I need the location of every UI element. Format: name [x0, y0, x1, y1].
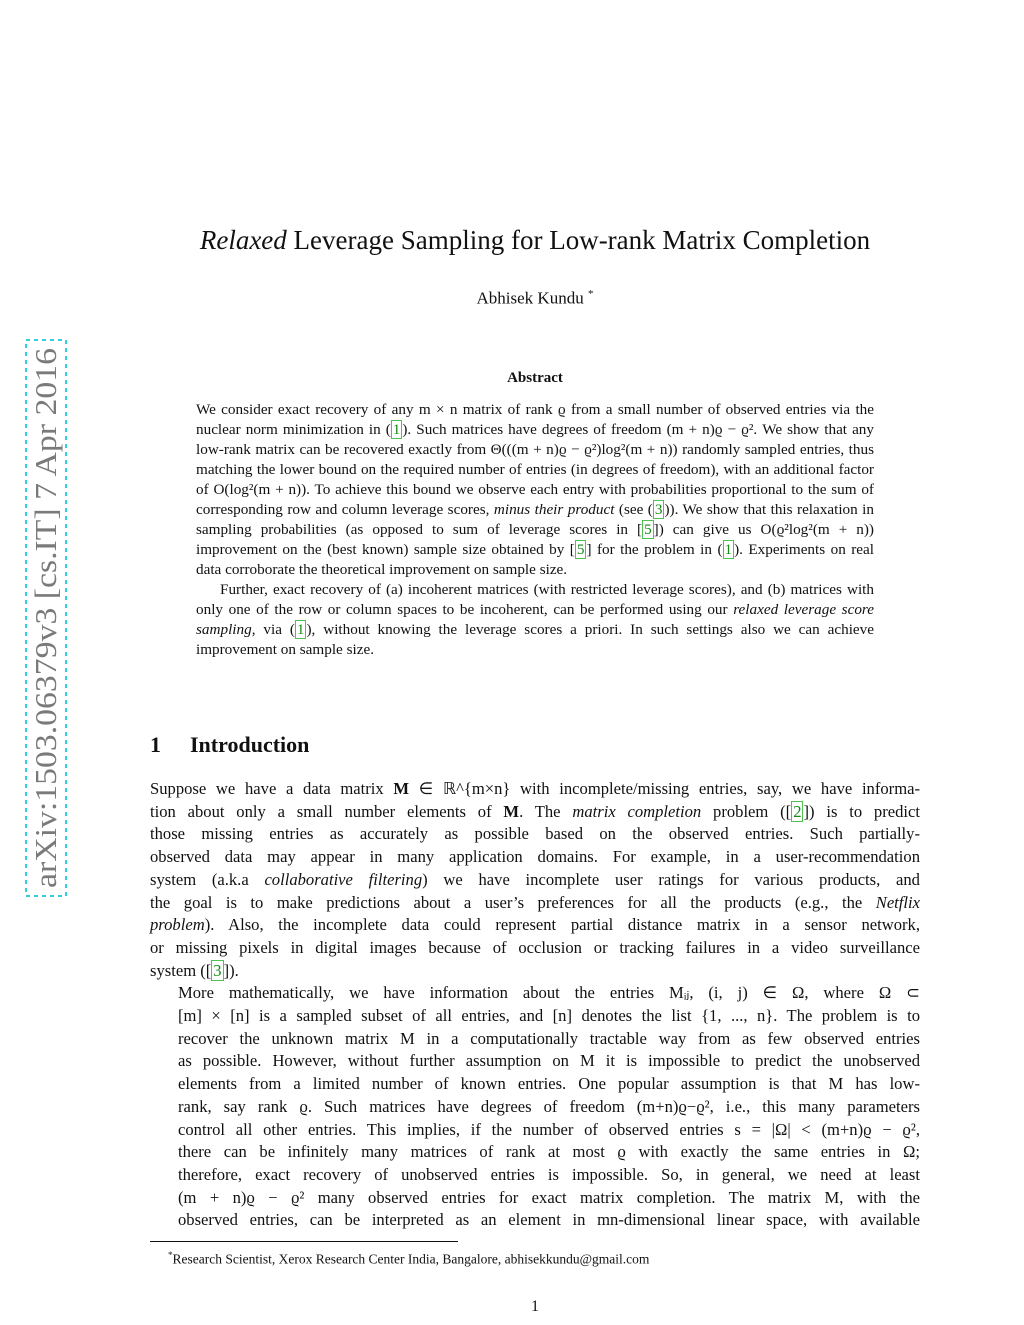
text-line: elements from a limited number of known entries. One popular assumption is that M has low-: [178, 1074, 920, 1094]
author-line: [0, 282, 1024, 311]
section-title: Introduction: [190, 732, 310, 757]
intro-paragraph-2: [150, 982, 920, 1232]
arxiv-side-stamp: [24, 338, 68, 898]
text-line: [150, 914, 920, 937]
abstract-text: ). Experiments on real data corroborate the theoretical improvement on sample size.: [196, 541, 874, 578]
abstract-paragraph-2: [196, 580, 874, 660]
abstract-text: ), without knowing the leverage scores a priori. In such settings also we can achieve improvement on sample size.: [196, 621, 874, 658]
abstract-text: , via (: [251, 621, 295, 638]
citation-link[interactable]: 5: [576, 541, 585, 558]
text-line: [150, 801, 920, 824]
emphasis: problem: [150, 915, 205, 935]
author-footnote-mark: *: [587, 288, 594, 300]
abstract-emphasis: relaxed leverage score sampling: [196, 601, 875, 638]
text-run: tion about only a small number elements of: [150, 801, 504, 821]
text-line: [m] × [n] is a sampled subset of all entries, and [n] denotes the list {1, ..., n}. The problem is to: [178, 1006, 920, 1026]
abstract-emphasis: minus their product: [493, 501, 615, 518]
abstract-paragraph-1: [196, 400, 874, 580]
citation-link[interactable]: 3: [213, 960, 222, 980]
text-run: Suppose we have a data matrix: [150, 779, 394, 798]
footnote: [168, 1246, 649, 1269]
text-line: (m + n)ϱ − ϱ² many observed entries for exact matrix completion. The matrix M, with the: [178, 1187, 920, 1207]
text-line: [150, 823, 920, 846]
footnote-text: Research Scientist, Xerox Research Center India, Bangalore, abhisekkundu@gmail.com: [172, 1251, 650, 1267]
abstract-text: )). We show that this relaxation in sampling probabilities (as opposed to sum of leverage scores in [: [196, 501, 874, 538]
footnote-rule: [150, 1241, 458, 1242]
citation-link[interactable]: 5: [644, 521, 652, 538]
text-line: [150, 778, 920, 801]
matrix-symbol: M: [393, 779, 410, 798]
abstract-body: [196, 400, 874, 660]
emphasis: collaborative filtering: [264, 869, 423, 889]
emphasis: Netflix: [875, 892, 920, 912]
text-line: [150, 892, 920, 915]
text-run: or missing pixels in digital images because of occlusion or tracking failures in a video surveillance: [150, 937, 920, 957]
abstract-text: (see (: [614, 501, 653, 518]
abstract-text: Further, exact recovery of (a) incoherent matrices (with restricted leverage scores), and (b) matrices with only one of the row or column spaces to be incoherent, can be performed using our: [196, 581, 874, 618]
text-run: ]) is to predict: [803, 801, 920, 821]
abstract-text: We consider exact recovery of any m × n matrix of rank ϱ from a small number of observed entries via the nuclear norm minimization in (: [196, 401, 874, 438]
text-run: . The: [519, 801, 573, 821]
text-line: there can be infinitely many matrices of rank at most ϱ with exactly the same entries in Ω;: [178, 1142, 920, 1162]
text-line: [150, 937, 920, 960]
text-run: those missing entries as accurately as possible based on the observed entries. Such partially-: [150, 824, 920, 844]
text-line: [150, 846, 920, 869]
text-line: [150, 869, 920, 892]
text-line: recover the unknown matrix M in a computationally tractable way from as few observed entries: [178, 1028, 920, 1048]
citation-link[interactable]: 2: [793, 801, 802, 821]
text-run: system (a.k.a: [150, 869, 265, 889]
abstract-text: ). Such matrices have degrees of freedom (m + n)ϱ − ϱ². We show that any low-rank matrix can be recovered exactly from Θ(((m + n)ϱ − ϱ²)log²(m + n)) randomly sampled entries, thus matching the lower bound on the required number of entries (in degrees of freedom), with an additional factor of O(log²(m + n)). To achieve this bound we observe each entry with probabilities proportional to the sum of corresponding row and column leverage scores,: [196, 421, 874, 518]
abstract-heading: Abstract: [507, 370, 563, 386]
equation-link[interactable]: 3: [654, 501, 663, 518]
text-run: ∈ ℝ^{m×n} with incomplete/missing entries, say, we have informa-: [409, 779, 921, 798]
title-rest: Leverage Sampling for Low-rank Matrix Completion: [286, 225, 871, 255]
text-run: ]).: [223, 960, 239, 980]
paper-title: [0, 222, 1024, 258]
intro-body: [150, 778, 920, 1232]
text-run: ). Also, the incomplete data could represent partial distance matrix in a sensor network,: [204, 915, 920, 935]
author-name: Abhisek Kundu: [476, 288, 584, 308]
text-line: control all other entries. This implies, if the number of observed entries s = |Ω| < (m+n)ϱ − ϱ²,: [178, 1119, 920, 1139]
abstract-text: ]) can give us O(ϱ²log²(m + n)) improvement on the (best known) sample size obtained by [: [196, 521, 874, 558]
section-number: 1: [150, 732, 161, 757]
text-run: problem ([: [701, 801, 792, 821]
text-line: rank, say rank ϱ. Such matrices have degrees of freedom (m+n)ϱ−ϱ², i.e., this many parameters: [178, 1096, 920, 1116]
arxiv-identifier: arXiv:1503.06379v3 [cs.IT] 7 Apr 2016: [28, 392, 63, 888]
emphasis: matrix completion: [572, 801, 702, 821]
footnote-mark: *: [168, 1250, 173, 1260]
text-line: therefore, exact recovery of unobserved entries is impossible. So, in general, we need at least: [178, 1164, 920, 1184]
abstract-text: ] for the problem in (: [586, 541, 723, 558]
equation-link[interactable]: 1: [392, 421, 401, 438]
text-line: as possible. However, without further assumption on M it is impossible to predict the unobserved: [178, 1051, 920, 1071]
text-line: [150, 960, 920, 983]
equation-link[interactable]: 1: [296, 621, 305, 638]
text-line: observed entries, can be interpreted as an element in mn-dimensional linear space, with available: [178, 1210, 920, 1230]
text-run: ) we have incomplete user ratings for various products, and: [422, 869, 920, 889]
section-heading: [150, 732, 309, 758]
equation-link[interactable]: 1: [724, 541, 733, 558]
text-run: the goal is to make predictions about a user’s preferences for all the products (e.g., the: [150, 892, 876, 912]
text-run: observed data may appear in many application domains. For example, in a user-recommendation: [150, 847, 920, 867]
matrix-symbol: M: [503, 801, 520, 821]
text-line: More mathematically, we have information about the entries Mᵢⱼ, (i, j) ∈ Ω, where Ω ⊂: [178, 983, 920, 1003]
intro-paragraph-1: [150, 778, 920, 982]
page-number: 1: [531, 1298, 539, 1315]
text-run: system ([: [150, 960, 212, 980]
title-italic: Relaxed: [199, 225, 287, 255]
